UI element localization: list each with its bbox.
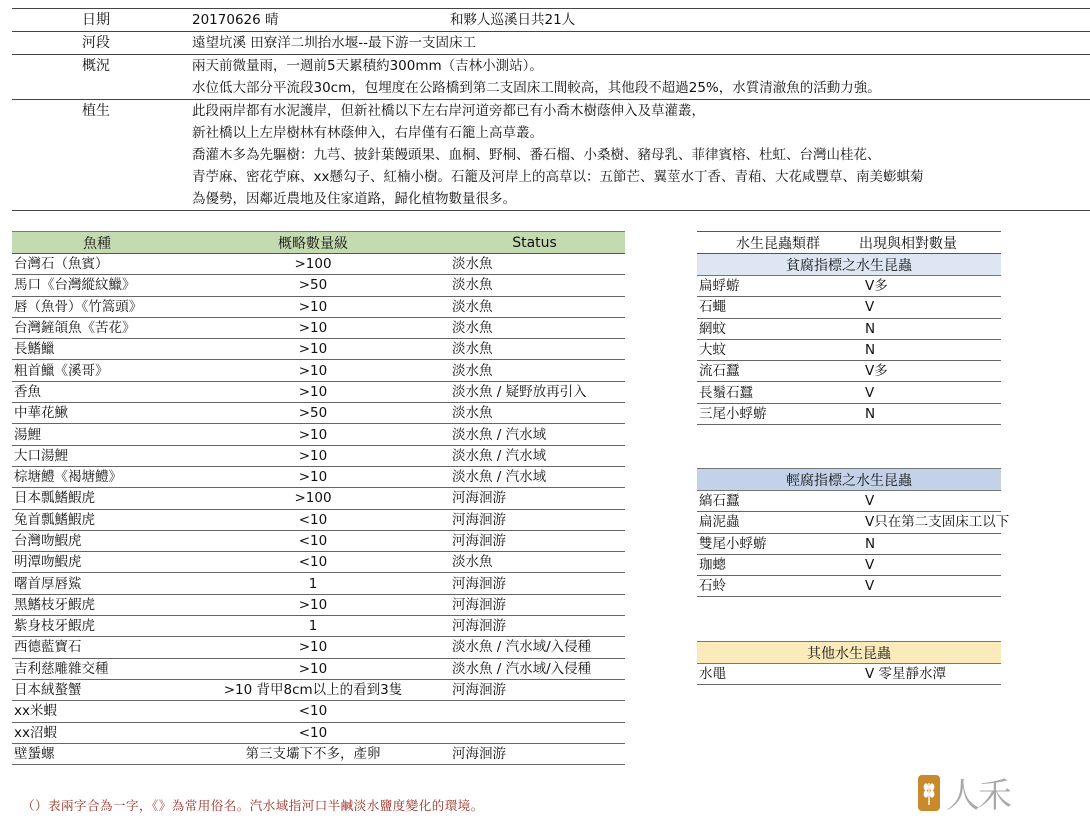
fish-table-row xyxy=(12,381,625,402)
fish-table-row xyxy=(12,679,625,700)
fish-species-cell: 棕塘鱧《褐塘鱧》 xyxy=(12,466,182,487)
fish-quantity-cell: >10 xyxy=(182,594,444,615)
fish-table xyxy=(12,231,625,765)
insect-group-title: 其他水生昆蟲 xyxy=(697,642,1001,664)
fish-table-row xyxy=(12,403,625,424)
survey-header xyxy=(12,8,1090,211)
insect-abundance-cell: V xyxy=(859,576,1001,597)
fish-table-row xyxy=(12,445,625,466)
fish-status-cell xyxy=(444,701,625,722)
insect-name-cell: 扁泥蟲 xyxy=(697,512,859,533)
fish-status-cell: 淡水魚 / 汽水域/入侵種 xyxy=(444,658,625,679)
fish-species-cell: 吉利慈雕雜交種 xyxy=(12,658,182,679)
footnote: （）表兩字合為一字，《》為常用俗名。汽水域指河口半鹹淡水鹽度變化的環境。 xyxy=(22,798,484,813)
fish-quantity-cell: >10 xyxy=(182,637,444,658)
fish-species-cell: 台灣吻鰕虎 xyxy=(12,530,182,551)
insect-group1-body xyxy=(697,276,1001,425)
fish-col-status: Status xyxy=(444,232,625,254)
fish-status-cell: 河海洄游 xyxy=(444,573,625,594)
fish-quantity-cell: >50 xyxy=(182,275,444,296)
plants-line: 青苧麻、密花苧麻、xx懸勾子、紅楠小樹。石籠及河岸上的高草以：五節芒、翼莖水丁香、青葙、大花咸豐草、南美蟛蜞菊 xyxy=(192,169,924,185)
fish-table-row xyxy=(12,637,625,658)
insect-abundance-cell: V多 xyxy=(859,276,1001,297)
insect-abundance-cell: V xyxy=(859,297,1001,318)
insect-table-other xyxy=(697,641,1001,685)
insect-group-header xyxy=(697,642,1001,664)
fish-status-cell: 河海洄游 xyxy=(444,509,625,530)
fish-species-cell: 台灣鏟頜魚《苦花》 xyxy=(12,317,182,338)
fish-species-cell: 兔首瓢鰭鰕虎 xyxy=(12,509,182,530)
header-row-section xyxy=(12,32,1090,55)
fish-table-row xyxy=(12,573,625,594)
insect-abundance-cell: V多 xyxy=(859,361,1001,382)
fish-quantity-cell: >10 背甲8cm以上的看到3隻 xyxy=(182,679,444,700)
fish-species-cell: 西德藍寶石 xyxy=(12,637,182,658)
fish-species-cell: xx米蝦 xyxy=(12,701,182,722)
fish-col-quantity: 概略數量級 xyxy=(182,232,444,254)
insect-row xyxy=(697,554,1001,575)
fish-status-cell: 淡水魚 xyxy=(444,403,625,424)
date-label: 日期 xyxy=(82,12,110,28)
fish-table-row xyxy=(12,296,625,317)
fish-status-cell: 淡水魚 xyxy=(444,360,625,381)
fish-species-cell: 中華花鰍 xyxy=(12,403,182,424)
insect-table-header xyxy=(697,232,1001,254)
fish-quantity-cell: >10 xyxy=(182,296,444,317)
fish-species-cell: 明潭吻鰕虎 xyxy=(12,552,182,573)
section-label: 河段 xyxy=(82,35,110,51)
fish-species-cell: 紫身枝牙鰕虎 xyxy=(12,616,182,637)
insect-row xyxy=(697,276,1001,297)
insect-row xyxy=(697,382,1001,403)
insect-name-cell: 珈蟌 xyxy=(697,554,859,575)
fish-species-cell: xx沼蝦 xyxy=(12,722,182,743)
insect-table-betamesosaprobic xyxy=(697,468,1010,597)
fish-quantity-cell: <10 xyxy=(182,530,444,551)
insect-name-cell: 流石蠶 xyxy=(697,361,859,382)
fish-species-cell: 日本絨螯蟹 xyxy=(12,679,182,700)
fish-species-cell: 香魚 xyxy=(12,381,182,402)
fish-table-row xyxy=(12,743,625,764)
fish-table-row xyxy=(12,616,625,637)
insect-group-title: 貧腐指標之水生昆蟲 xyxy=(697,254,1001,276)
fish-quantity-cell: >10 xyxy=(182,339,444,360)
fish-status-cell: 淡水魚 xyxy=(444,275,625,296)
fish-table-row xyxy=(12,317,625,338)
fish-status-cell: 淡水魚 / 汽水域 xyxy=(444,466,625,487)
overview-line: 兩天前微量雨，一週前5天累積約300mm（吉林小測站）。 xyxy=(192,58,543,74)
insect-abundance-cell: V 零星靜水潭 xyxy=(859,664,1001,685)
insect-name-cell: 石蛉 xyxy=(697,576,859,597)
overview-line: 水位低大部分平流段30cm，包埋度在公路橋到第二支固床工間較高，其他段不超過25%，水質清澈魚的活動力強。 xyxy=(192,80,881,96)
fish-table-row xyxy=(12,275,625,296)
insect-name-cell: 三尾小蜉蝣 xyxy=(697,403,859,424)
insect-abundance-cell: N xyxy=(859,533,1001,554)
insect-abundance-cell: N xyxy=(859,403,1001,424)
fish-species-cell: 壁蜑螺 xyxy=(12,743,182,764)
fish-table-row xyxy=(12,488,625,509)
plants-label: 植生 xyxy=(82,103,110,119)
fish-status-cell xyxy=(444,722,625,743)
fish-status-cell: 淡水魚 xyxy=(444,317,625,338)
fish-table-row xyxy=(12,552,625,573)
fish-table-row xyxy=(12,658,625,679)
fish-status-cell: 河海洄游 xyxy=(444,530,625,551)
fish-table-row xyxy=(12,466,625,487)
insect-row xyxy=(697,297,1001,318)
insect-name-cell: 縞石蠶 xyxy=(697,491,859,512)
insect-name-cell: 石蠅 xyxy=(697,297,859,318)
insect-row xyxy=(697,512,1001,533)
fish-quantity-cell: >10 xyxy=(182,317,444,338)
fish-quantity-cell: <10 xyxy=(182,722,444,743)
fish-status-cell: 淡水魚 / 疑野放再引入 xyxy=(444,381,625,402)
insect-group-title: 輕腐指標之水生昆蟲 xyxy=(697,469,1001,491)
plants-line: 喬灌木多為先驅樹：九芎、披針葉饅頭果、血桐、野桐、番石榴、小桑樹、豬母乳、菲律賓榕、杜虹、台灣山桂花、 xyxy=(192,147,881,163)
fish-status-cell: 淡水魚 / 汽水域/入侵種 xyxy=(444,637,625,658)
insect-name-cell: 雙尾小蜉蝣 xyxy=(697,533,859,554)
fish-status-cell: 淡水魚 xyxy=(444,552,625,573)
fish-quantity-cell: <10 xyxy=(182,552,444,573)
insect-group-header xyxy=(697,254,1001,276)
fish-status-cell: 淡水魚 xyxy=(444,339,625,360)
fish-table-header xyxy=(12,232,625,254)
fish-quantity-cell: 1 xyxy=(182,616,444,637)
insect-group3-body xyxy=(697,664,1001,685)
fish-species-cell: 大口湯鯉 xyxy=(12,445,182,466)
insect-abundance-cell: N xyxy=(859,318,1001,339)
fish-quantity-cell: 第三支壩下不多，產卵 xyxy=(182,743,444,764)
insect-abundance-cell: N xyxy=(859,339,1001,360)
fish-table-row xyxy=(12,722,625,743)
fish-quantity-cell: >10 xyxy=(182,381,444,402)
insect-row xyxy=(697,339,1001,360)
fish-status-cell: 河海洄游 xyxy=(444,488,625,509)
insect-abundance-cell: V xyxy=(859,554,1001,575)
fish-status-cell: 淡水魚 xyxy=(444,254,625,275)
fish-status-cell: 河海洄游 xyxy=(444,679,625,700)
fish-quantity-cell: >100 xyxy=(182,254,444,275)
insect-row xyxy=(697,361,1001,382)
insect-row xyxy=(697,664,1001,685)
section-value: 遠望坑溪 田寮洋二圳抬水堰--最下游一支固床工 xyxy=(192,35,477,51)
overview-label: 概況 xyxy=(82,58,110,74)
insect-row xyxy=(697,576,1001,597)
insect-name-cell: 長鬚石蠶 xyxy=(697,382,859,403)
plants-line: 為優勢，因鄰近農地及住家道路，歸化植物數量很多。 xyxy=(192,191,516,207)
insect-name-cell: 大蚊 xyxy=(697,339,859,360)
fish-quantity-cell: >10 xyxy=(182,658,444,679)
fish-table-body xyxy=(12,254,625,765)
fish-table-row xyxy=(12,530,625,551)
fish-status-cell: 河海洄游 xyxy=(444,616,625,637)
insect-abundance-cell: V只在第二支固床工以下 xyxy=(859,512,1001,533)
fish-species-cell: 馬口《台灣縱紋鱲》 xyxy=(12,275,182,296)
insect-row xyxy=(697,491,1001,512)
date-value: 20170626 晴 xyxy=(192,12,279,28)
fish-table-row xyxy=(12,701,625,722)
fish-table-row xyxy=(12,509,625,530)
fish-status-cell: 河海洄游 xyxy=(444,743,625,764)
fish-status-cell: 淡水魚 / 汽水域 xyxy=(444,424,625,445)
insect-row xyxy=(697,403,1001,424)
fish-table-row xyxy=(12,360,625,381)
insect-row xyxy=(697,533,1001,554)
insect-name-cell: 水黽 xyxy=(697,664,859,685)
insect-name-cell: 網蚊 xyxy=(697,318,859,339)
fish-table-row xyxy=(12,594,625,615)
insect-group-header xyxy=(697,469,1001,491)
fish-species-cell: 黑鰭枝牙鰕虎 xyxy=(12,594,182,615)
logo xyxy=(918,768,1010,817)
insect-abundance-cell: V xyxy=(859,491,1001,512)
insect-group2-body xyxy=(697,491,1010,597)
plants-line: 此段兩岸都有水泥護岸，但新社橋以下左右岸河道旁都已有小喬木樹蔭伸入及草灌叢， xyxy=(192,103,705,119)
fish-quantity-cell: >50 xyxy=(182,403,444,424)
logo-text: 人禾 xyxy=(946,776,1010,816)
fish-quantity-cell: >10 xyxy=(182,445,444,466)
insect-table-oligosaprobic xyxy=(697,231,1001,425)
fish-status-cell: 淡水魚 xyxy=(444,296,625,317)
fish-species-cell: 湯鯉 xyxy=(12,424,182,445)
fish-status-cell: 淡水魚 / 汽水域 xyxy=(444,445,625,466)
fish-quantity-cell: >10 xyxy=(182,424,444,445)
fish-species-cell: 曙首厚唇鯊 xyxy=(12,573,182,594)
fish-species-cell: 唇（魚骨）《竹篙頭》 xyxy=(12,296,182,317)
fish-table-row xyxy=(12,254,625,275)
insect-col-abundance: 出現與相對數量 xyxy=(859,232,1001,254)
wheat-leaf-icon xyxy=(918,775,940,811)
insect-abundance-cell: V xyxy=(859,382,1001,403)
fish-species-cell: 長鰭鱲 xyxy=(12,339,182,360)
insect-row xyxy=(697,318,1001,339)
people-count: 和夥人巡溪日共21人 xyxy=(450,12,576,28)
header-row-overview xyxy=(12,55,1090,100)
fish-quantity-cell: <10 xyxy=(182,701,444,722)
fish-species-cell: 台灣石（魚賓） xyxy=(12,254,182,275)
plants-line: 新社橋以上左岸樹林有林蔭伸入，右岸僅有石籠上高草叢。 xyxy=(192,125,543,141)
fish-table-row xyxy=(12,424,625,445)
fish-quantity-cell: >100 xyxy=(182,488,444,509)
fish-species-cell: 日本瓢鰭鰕虎 xyxy=(12,488,182,509)
fish-table-row xyxy=(12,339,625,360)
header-row-plants xyxy=(12,100,1090,211)
fish-quantity-cell: >10 xyxy=(182,360,444,381)
fish-col-species: 魚種 xyxy=(12,232,182,254)
header-row-date xyxy=(12,8,1090,32)
fish-species-cell: 粗首鱲《溪哥》 xyxy=(12,360,182,381)
insect-name-cell: 扁蜉蝣 xyxy=(697,276,859,297)
fish-status-cell: 河海洄游 xyxy=(444,594,625,615)
fish-quantity-cell: 1 xyxy=(182,573,444,594)
fish-quantity-cell: >10 xyxy=(182,466,444,487)
insect-col-group: 水生昆蟲類群 xyxy=(697,232,859,254)
fish-quantity-cell: <10 xyxy=(182,509,444,530)
